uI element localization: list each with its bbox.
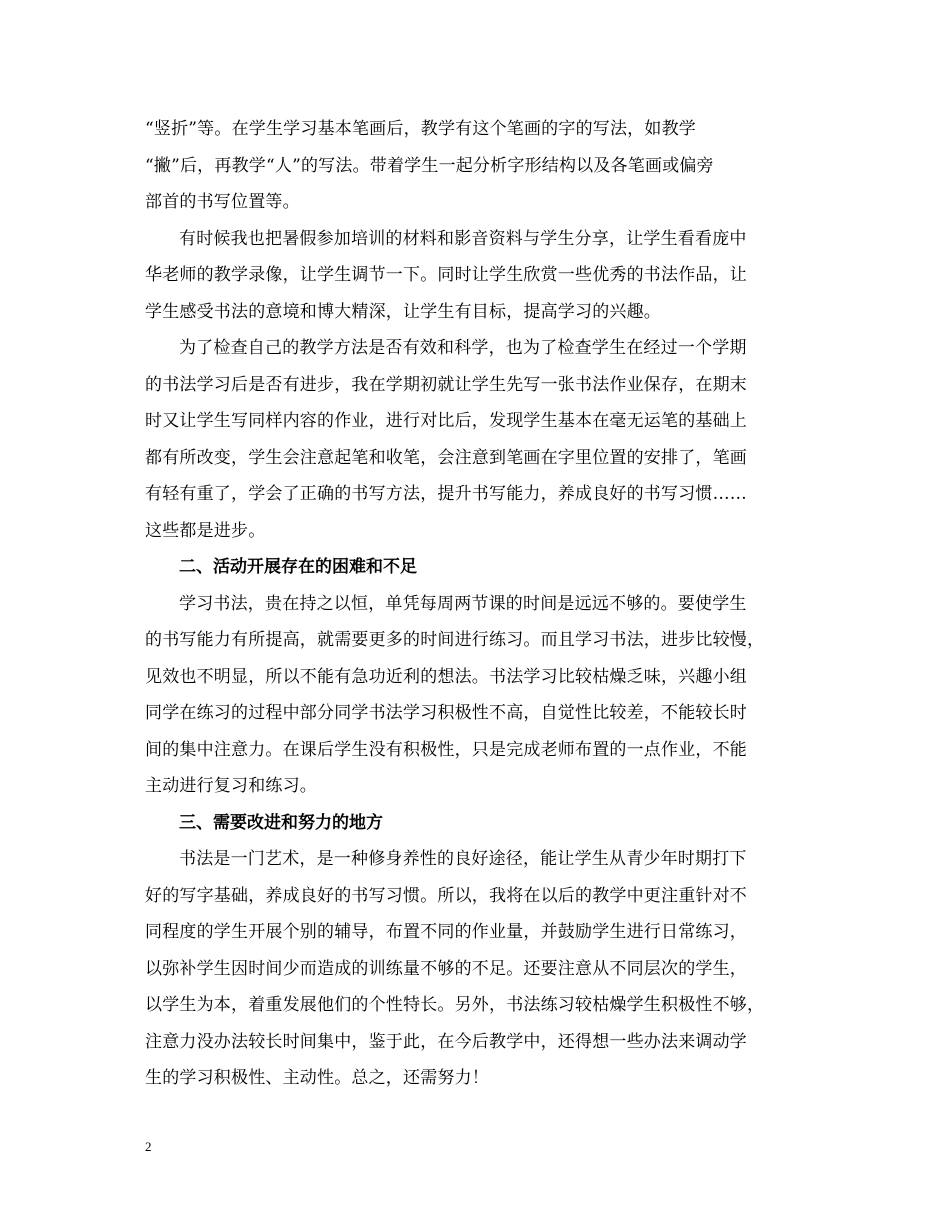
section-heading-difficulties: 二、活动开展存在的困难和不足 — [179, 557, 417, 577]
paragraph-improvements — [145, 841, 810, 1097]
text-line: 时又让学生写同样内容的作业，进行对比后，发现学生基本在毫无运笔的基础上 — [145, 411, 747, 431]
paragraph-continuation — [145, 111, 810, 221]
text-line: 好的写字基础，养成良好的书写习惯。所以，我将在以后的教学中更注重针对不 — [145, 885, 747, 906]
text-line: 学生感受书法的意境和博大精深，让学生有目标，提高学习的兴趣。 — [145, 301, 661, 322]
text-line: 注意力没办法较长时间集中，鉴于此，在今后教学中，还得想一些办法来调动学 — [145, 1031, 747, 1052]
document-body — [145, 111, 810, 1097]
text-line: 学习书法，贵在持之以恒，单凭每周两节课的时间是远远不够的。要使学生 — [179, 593, 747, 614]
paragraph-training-materials — [145, 221, 810, 331]
text-line: “撇”后，再教学“人”的写法。带着学生一起分析字形结构以及各笔画或偏旁 — [145, 155, 714, 176]
text-line: 有时候我也把暑假参加培训的材料和影音资料与学生分享，让学生看看庞中 — [179, 228, 747, 249]
page-number: 2 — [145, 1139, 152, 1154]
text-line: 主动进行复习和练习。 — [145, 776, 317, 796]
text-line: 的书法学习后是否有进步，我在学期初就让学生先写一张书法作业保存，在期末 — [145, 374, 747, 395]
text-line: “竖折”等。在学生学习基本笔画后，教学有这个笔画的字的写法，如教学 — [145, 119, 696, 139]
text-line: 为了检查自己的教学方法是否有效和科学，也为了检查学生在经过一个学期 — [179, 338, 747, 358]
text-line: 都有所改变，学生会注意起笔和收笔，会注意到笔画在字里位置的安排了，笔画 — [145, 447, 747, 468]
paragraph-difficulties — [145, 586, 810, 805]
text-line: 华老师的教学录像，让学生调节一下。同时让学生欣赏一些优秀的书法作品，让 — [145, 265, 747, 285]
text-line: 同学在练习的过程中部分同学书法学习积极性不高，自觉性比较差，不能较长时 — [145, 703, 747, 723]
text-line: 部首的书写位置等。 — [145, 192, 300, 212]
paragraph-teaching-check — [145, 330, 810, 549]
text-line: 以弥补学生因时间少而造成的训练量不够的不足。还要注意从不同层次的学生， — [145, 958, 747, 979]
section-heading-improvements: 三、需要改进和努力的地方 — [179, 812, 383, 833]
text-line: 同程度的学生开展个别的辅导，布置不同的作业量，并鼓励学生进行日常练习， — [145, 922, 747, 942]
text-line: 见效也不明显，所以不能有急功近利的想法。书法学习比较枯燥乏味，兴趣小组 — [145, 666, 747, 687]
text-line: 以学生为本，着重发展他们的个性特长。另外，书法练习较枯燥学生积极性不够， — [145, 995, 765, 1015]
text-line: 的书写能力有所提高，就需要更多的时间进行练习。而且学习书法，进步比较慢， — [145, 630, 765, 650]
text-line: 生的学习积极性、主动性。总之，还需努力！ — [145, 1068, 489, 1088]
text-line: 有轻有重了，学会了正确的书写方法，提升书写能力，养成良好的书写习惯…… — [145, 484, 747, 504]
text-line: 间的集中注意力。在课后学生没有积极性，只是完成老师布置的一点作业，不能 — [145, 739, 747, 760]
text-line: 这些都是进步。 — [145, 520, 266, 541]
text-line: 书法是一门艺术，是一种修身养性的良好途径，能让学生从青少年时期打下 — [179, 849, 747, 869]
